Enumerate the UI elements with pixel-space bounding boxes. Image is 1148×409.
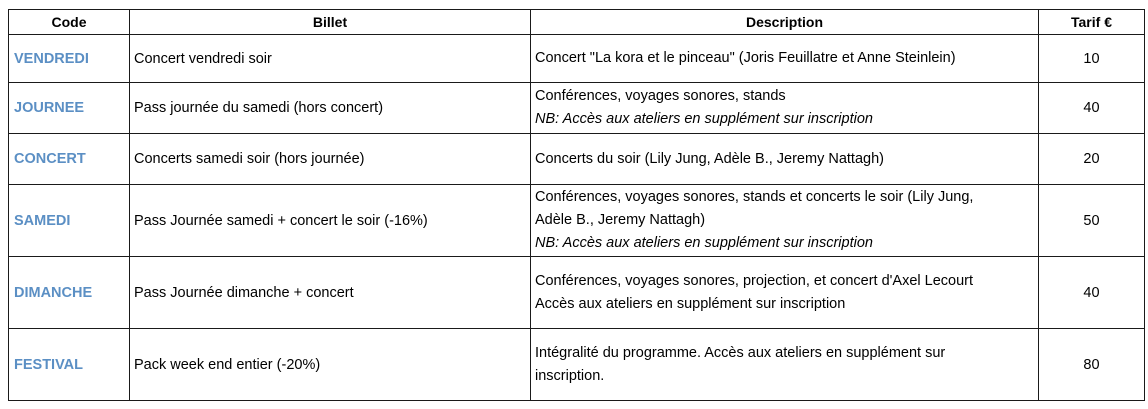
cell-billet: Pass journée du samedi (hors concert) <box>130 83 531 134</box>
cell-description <box>531 35 1039 83</box>
cell-code: JOURNEE <box>9 83 130 134</box>
table-header-row <box>9 10 1145 35</box>
header-description: Description <box>531 10 1039 35</box>
cell-billet: Pass Journée samedi + concert le soir (-16%) <box>130 185 531 257</box>
description-line: Conférences, voyages sonores, projection, et concert d'Axel Lecourt <box>535 272 974 289</box>
ticket-table <box>8 9 1145 401</box>
cell-description <box>531 257 1039 329</box>
description-line: Accès aux ateliers en supplément sur inscription <box>535 295 846 312</box>
cell-description <box>531 83 1039 134</box>
cell-tarif: 20 <box>1039 134 1145 185</box>
cell-tarif: 80 <box>1039 329 1145 401</box>
cell-billet: Pass Journée dimanche + concert <box>130 257 531 329</box>
ticket-table-container <box>8 9 1144 401</box>
cell-tarif: 10 <box>1039 35 1145 83</box>
table-row <box>9 329 1145 401</box>
cell-code: VENDREDI <box>9 35 130 83</box>
cell-code: DIMANCHE <box>9 257 130 329</box>
cell-description <box>531 185 1039 257</box>
table-row <box>9 83 1145 134</box>
table-row <box>9 257 1145 329</box>
cell-tarif: 40 <box>1039 257 1145 329</box>
description-line: Adèle B., Jeremy Nattagh) <box>535 212 706 228</box>
cell-billet: Concert vendredi soir <box>130 35 531 83</box>
header-code: Code <box>9 10 130 35</box>
description-line: Concert "La kora et le pinceau" (Joris Feuillatre et Anne Steinlein) <box>535 50 956 66</box>
cell-tarif: 40 <box>1039 83 1145 134</box>
header-billet: Billet <box>130 10 531 35</box>
cell-tarif: 50 <box>1039 185 1145 257</box>
description-line: Concerts du soir (Lily Jung, Adèle B., Jeremy Nattagh) <box>535 150 884 167</box>
table-row <box>9 134 1145 185</box>
table-row <box>9 35 1145 83</box>
description-line: inscription. <box>535 367 605 384</box>
cell-billet: Concerts samedi soir (hors journée) <box>130 134 531 185</box>
cell-description <box>531 134 1039 185</box>
header-tarif: Tarif € <box>1039 10 1145 35</box>
cell-description <box>531 329 1039 401</box>
cell-billet: Pack week end entier (-20%) <box>130 329 531 401</box>
description-line: Conférences, voyages sonores, stands et concerts le soir (Lily Jung, <box>535 189 974 205</box>
description-note: NB: Accès aux ateliers en supplément sur inscription <box>535 235 873 251</box>
description-note: NB: Accès aux ateliers en supplément sur inscription <box>535 111 873 127</box>
description-line: Conférences, voyages sonores, stands <box>535 88 786 104</box>
cell-code: CONCERT <box>9 134 130 185</box>
cell-code: FESTIVAL <box>9 329 130 401</box>
cell-code: SAMEDI <box>9 185 130 257</box>
table-row <box>9 185 1145 257</box>
description-line: Intégralité du programme. Accès aux ateliers en supplément sur <box>535 344 946 361</box>
